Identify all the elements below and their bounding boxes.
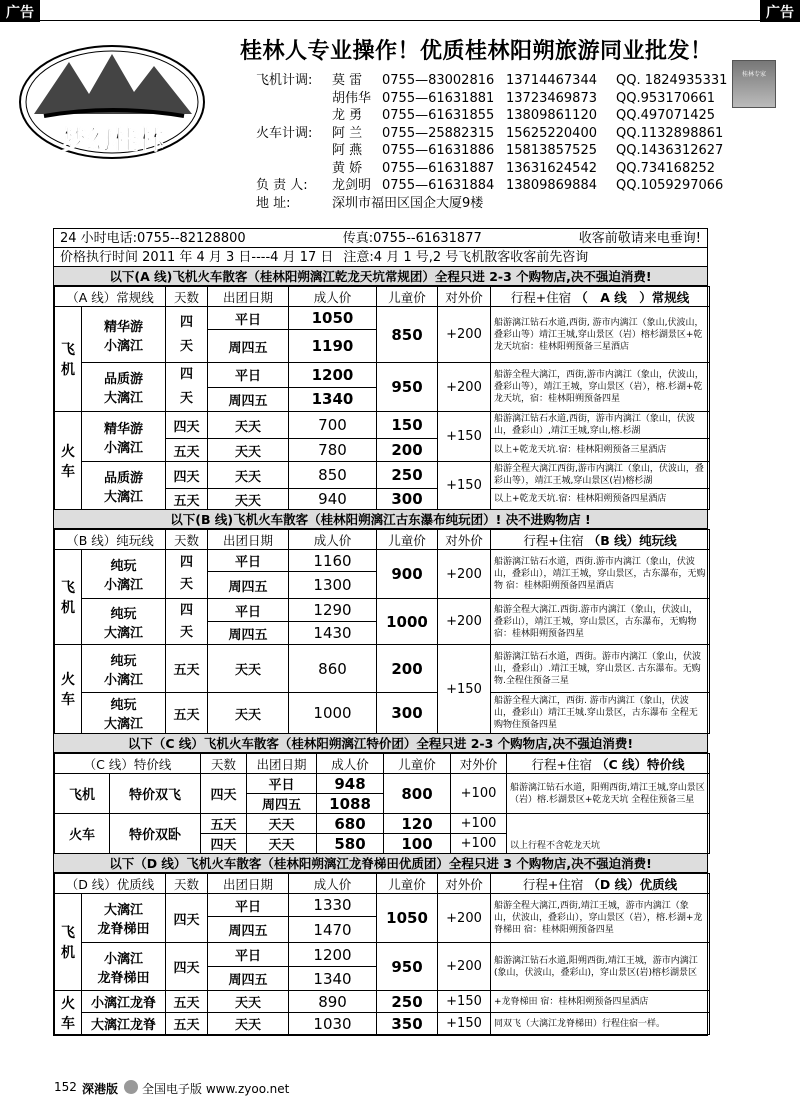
contact-tel: 0755—61631855 [382, 108, 495, 123]
contact-mobile: 15625220400 [506, 125, 597, 141]
itinerary: 同双飞（大漓江龙脊梯田）行程住宿一样。 [491, 1013, 710, 1035]
col-adult: 成人价 [317, 754, 384, 774]
days: 四天 [166, 894, 208, 943]
hotline-row [54, 229, 707, 248]
date: 周四五 [208, 917, 289, 943]
child-price: 850 [377, 307, 438, 363]
badge-text: 桂林专家 [741, 71, 766, 78]
child-price: 350 [377, 1013, 438, 1035]
contact-qq: QQ.953170661 [616, 90, 716, 106]
days: 五天 [166, 439, 208, 462]
col-days: 天数 [166, 874, 208, 894]
date: 平日 [208, 599, 289, 622]
contact-name: 阿 燕 [332, 143, 363, 158]
contact-row [256, 90, 756, 108]
date: 周四五 [208, 572, 289, 599]
col-ext: 对外价 [438, 287, 491, 307]
address-label: 地 址: [256, 195, 291, 211]
adult-price: 680 [317, 814, 384, 834]
date: 周四五 [208, 967, 289, 991]
col-adult: 成人价 [289, 287, 377, 307]
adult-price: 1340 [289, 967, 377, 991]
logo [14, 34, 214, 164]
itinerary: 船游漓江钻石水道,阳朔西街,靖江王城，游市内漓江(象山，伏波山，叠彩山)，穿山景区(岩)榕杉湖景区 [491, 943, 710, 991]
adult-price: 580 [317, 834, 384, 854]
contact-qq: QQ.1059297066 [616, 178, 724, 193]
contact-mobile: 15813857525 [506, 143, 597, 158]
itinerary: 船游漓江钻石水道，西街.游市内漓江（象山，伏波山，叠彩山），靖江王城，穿山景区，古东瀑布，无购物 宿：桂林阳朔预备四星酒店 [491, 550, 710, 599]
contact-qq: QQ.497071425 [616, 108, 716, 123]
adult-price: 1330 [289, 894, 377, 917]
child-price: 950 [377, 943, 438, 991]
contact-row [256, 107, 756, 125]
col-days: 天数 [166, 287, 208, 307]
section-c-banner: 以下（C 线）飞机火车散客（桂林阳朔漓江特价团）全程只进 2-3 个购物店,决不强迫消费! [54, 734, 707, 753]
adult-price: 850 [289, 462, 377, 489]
adult-price: 700 [289, 412, 377, 439]
adult-price: 1160 [289, 550, 377, 572]
col-child: 儿童价 [377, 530, 438, 550]
adult-price: 940 [289, 489, 377, 510]
child-price: 300 [377, 693, 438, 734]
adult-price: 890 [289, 991, 377, 1013]
date: 平日 [208, 550, 289, 572]
adult-price: 1200 [289, 363, 377, 388]
child-price: 900 [377, 550, 438, 599]
child-price: 100 [384, 834, 451, 854]
date: 平日 [247, 774, 317, 794]
date: 天天 [208, 462, 289, 489]
days: 五天 [166, 693, 208, 734]
price-table [53, 228, 708, 1036]
col-itin: 行程+住宿 （ A 线 ）常规线 [491, 287, 710, 307]
col-itin: 行程+住宿 （B 线）纯玩线 [491, 530, 710, 550]
adult-price: 1300 [289, 572, 377, 599]
mode-train: 火车 [55, 814, 110, 854]
ext-price: +150 [438, 645, 491, 734]
col-adult: 成人价 [289, 874, 377, 894]
itinerary: 船游全程大漓江，西街. 游市内漓江（象山，伏波山，叠彩山）靖江王城.穿山景区，古东瀑布 全程无购物住预备四星 [491, 693, 710, 734]
itinerary: 船游漓江钻石水道，阳朔西街,靖江王城,穿山景区（岩）榕.杉湖景区+乾龙天坑 全程住预备三星 [507, 774, 710, 814]
contact-qq: QQ.734168252 [616, 160, 716, 176]
days: 四 天 [166, 599, 208, 645]
date: 天天 [208, 645, 289, 693]
adult-price: 1050 [289, 307, 377, 330]
product-name: 品质游 大漓江 [82, 462, 166, 510]
col-days: 天数 [166, 530, 208, 550]
itinerary: 船游漓江钻石水道,西街, 游市内漓江（象山,伏波山，叠彩山等）靖江王城,穿山景区（岩）榕杉湖景区+乾龙天坑宿：桂林阳朔预备三星酒店 [491, 307, 710, 363]
adult-price: 1430 [289, 622, 377, 645]
mode-plane: 飞机 [55, 894, 82, 991]
date: 天天 [208, 489, 289, 510]
ext-price: +100 [451, 774, 507, 814]
ext-price: +200 [438, 943, 491, 991]
product-name: 纯玩 大漓江 [82, 693, 166, 734]
contact-name: 龙 勇 [332, 108, 363, 123]
contact-name: 黄 娇 [332, 160, 363, 176]
line-label: （D 线）优质线 [55, 874, 166, 894]
child-price: 800 [384, 774, 451, 814]
adult-price: 1290 [289, 599, 377, 622]
ext-price: +150 [438, 462, 491, 510]
adult-price: 1030 [289, 1013, 377, 1035]
line-label: （C 线）特价线 [55, 754, 201, 774]
contact-role: 火车计调: [256, 125, 313, 141]
product-name: 大漓江龙脊 [82, 1013, 166, 1035]
contact-row [256, 142, 756, 160]
contact-mobile: 13723469873 [506, 90, 597, 106]
col-child: 儿童价 [384, 754, 451, 774]
hotline-fax: 传真:0755--61631877 [342, 231, 482, 246]
contact-name: 胡伟华 [332, 90, 372, 106]
product-name: 精华游 小漓江 [82, 412, 166, 462]
days: 四 天 [166, 550, 208, 599]
date: 周四五 [247, 794, 317, 814]
days: 四天 [166, 412, 208, 439]
days: 五天 [166, 1013, 208, 1035]
product-name: 特价双卧 [110, 814, 201, 854]
col-ext: 对外价 [438, 530, 491, 550]
itinerary: 船游漓江钻石水道,西街，游市内漓江（象山，伏波山，叠彩山）,靖江王城,穿山,榕.杉湖 [491, 412, 710, 439]
itinerary: 船游全程大漓江,西街,靖江王城，游市内漓江（象山，伏波山，叠彩山），穿山景区（岩），榕.杉湖+龙脊梯田 宿：桂林阳朔预备四星 [491, 894, 710, 943]
child-price: 150 [377, 412, 438, 439]
contact-row [256, 125, 756, 143]
days: 四 天 [166, 363, 208, 412]
contact-mobile: 13714467344 [506, 73, 597, 88]
date: 平日 [208, 894, 289, 917]
ext-price: +100 [451, 814, 507, 834]
contact-row [256, 160, 756, 178]
contact-tel: 0755—61631887 [382, 160, 495, 176]
mode-train: 火车 [55, 412, 82, 510]
line-label: （B 线）纯玩线 [55, 530, 166, 550]
hotline-note: 收客前敬请来电垂询! [578, 231, 701, 246]
itinerary: 以上+乾龙天坑.宿：桂林阳朔预备三星酒店 [491, 439, 710, 462]
contact-qq: QQ.1436312627 [616, 143, 724, 158]
child-price: 200 [377, 645, 438, 693]
contact-name: 莫 雷 [332, 73, 363, 88]
contact-mobile: 13631624542 [506, 160, 597, 176]
date: 平日 [208, 307, 289, 330]
child-price: 1050 [377, 894, 438, 943]
product-name: 纯玩 大漓江 [82, 599, 166, 645]
headline: 桂林人专业操作！优质桂林阳朔旅游同业批发！ [240, 38, 713, 64]
contact-name: 龙剑明 [332, 178, 372, 193]
adult-price: 860 [289, 645, 377, 693]
ext-price: +150 [438, 412, 491, 462]
contact-tel: 0755—83002816 [382, 73, 495, 88]
col-dates: 出团日期 [208, 530, 289, 550]
product-name: 大漓江 龙脊梯田 [82, 894, 166, 943]
days: 五天 [201, 814, 247, 834]
product-name: 小漓江 龙脊梯田 [82, 943, 166, 991]
itinerary: 船游漓江钻石水道，西街。游市内漓江（象山，伏波山，叠彩山）.靖江王城，穿山景区. 古东瀑布。无购物.全程住预备三星 [491, 645, 710, 693]
date: 平日 [208, 943, 289, 967]
hotline-phone: 24 小时电话:0755--82128800 [60, 231, 246, 246]
contacts [256, 72, 756, 212]
child-price: 300 [377, 489, 438, 510]
contact-qq: QQ.1132898861 [616, 125, 724, 141]
adult-price: 1088 [317, 794, 384, 814]
line-label: （A 线）常规线 [55, 287, 166, 307]
contact-tel: 0755—61631881 [382, 90, 495, 106]
section-a-table [54, 286, 710, 510]
mode-train: 火车 [55, 645, 82, 734]
col-ext: 对外价 [451, 754, 507, 774]
adult-price: 1470 [289, 917, 377, 943]
adult-price: 1340 [289, 387, 377, 412]
date: 天天 [247, 814, 317, 834]
itinerary: +龙脊梯田 宿：桂林阳朔预备四星酒店 [491, 991, 710, 1013]
days: 五天 [166, 991, 208, 1013]
col-dates: 出团日期 [208, 874, 289, 894]
adult-price: 1000 [289, 693, 377, 734]
product-name: 品质游 大漓江 [82, 363, 166, 412]
col-itin: 行程+住宿 （C 线）特价线 [507, 754, 710, 774]
section-a-banner: 以下(A 线)飞机火车散客（桂林阳朔漓江乾龙天坑常规团）全程只进 2-3 个购物店,决不强迫消费! [54, 267, 707, 286]
edition-icon [124, 1080, 138, 1094]
section-c-table [54, 753, 710, 854]
date: 天天 [208, 991, 289, 1013]
ad-tag-right: 广告 [760, 0, 800, 22]
validity-row [54, 248, 707, 267]
product-name: 纯玩 小漓江 [82, 645, 166, 693]
date: 平日 [208, 363, 289, 388]
contact-mobile: 13809869884 [506, 178, 597, 193]
product-name: 精华游 小漓江 [82, 307, 166, 363]
child-price: 250 [377, 991, 438, 1013]
ext-price: +200 [438, 307, 491, 363]
contact-row [256, 72, 756, 90]
col-dates: 出团日期 [247, 754, 317, 774]
adult-price: 1200 [289, 943, 377, 967]
days: 四天 [201, 774, 247, 814]
logo-text: 梦幻桂林 [59, 126, 165, 156]
days: 四天 [166, 462, 208, 489]
col-dates: 出团日期 [208, 287, 289, 307]
contact-tel: 0755—61631884 [382, 178, 495, 193]
child-price: 250 [377, 462, 438, 489]
ext-price: +100 [451, 834, 507, 854]
address-value: 深圳市福田区国企大厦9楼 [332, 195, 484, 211]
edition-label: 深港版 [82, 1082, 119, 1096]
product-name: 纯玩 小漓江 [82, 550, 166, 599]
date: 天天 [208, 1013, 289, 1035]
contact-role: 飞机计调: [256, 73, 313, 88]
date: 天天 [208, 412, 289, 439]
col-days: 天数 [201, 754, 247, 774]
ext-price: +200 [438, 599, 491, 645]
section-b-table [54, 529, 710, 734]
itinerary: 船游全程大漓江.西街.游市内漓江（象山，伏波山，叠彩山），靖江王城，穿山景区，古东瀑布，无购物 宿：桂林阳朔预备四星 [491, 599, 710, 645]
contact-role: 负 责 人: [256, 178, 308, 193]
contact-qq: QQ. 1824935331 [616, 73, 728, 88]
child-price: 1000 [377, 599, 438, 645]
mode-plane: 飞机 [55, 307, 82, 412]
product-name: 小漓江龙脊 [82, 991, 166, 1013]
mode-plane: 飞机 [55, 550, 82, 645]
child-price: 950 [377, 363, 438, 412]
itinerary: 以上行程不含乾龙天坑 [507, 814, 710, 854]
ext-price: +200 [438, 363, 491, 412]
ad-tag-left: 广告 [0, 0, 40, 22]
section-d-banner: 以下（D 线）飞机火车散客（桂林阳朔漓江龙脊梯田优质团）全程只进 3 个购物店,决不强迫消费! [54, 854, 707, 873]
contact-row [256, 177, 756, 195]
ext-price: +200 [438, 550, 491, 599]
date: 周四五 [208, 387, 289, 412]
days: 四 天 [166, 307, 208, 363]
mode-train: 火车 [55, 991, 82, 1035]
adult-price: 780 [289, 439, 377, 462]
days: 五天 [166, 489, 208, 510]
col-adult: 成人价 [289, 530, 377, 550]
child-price: 200 [377, 439, 438, 462]
col-ext: 对外价 [438, 874, 491, 894]
section-d-table [54, 873, 710, 1035]
contact-tel: 0755—61631886 [382, 143, 495, 158]
validity-note: 注意:4 月 1 号,2 号飞机散客收客前先咨询 [343, 250, 589, 265]
itinerary: 以上+乾龙天坑.宿：桂林阳朔预备四星酒店 [491, 489, 710, 510]
adult-price: 1190 [289, 330, 377, 363]
product-name: 特价双飞 [110, 774, 201, 814]
contact-tel: 0755—25882315 [382, 125, 495, 141]
days: 五天 [166, 645, 208, 693]
itinerary: 船游全程大漓江，西街,游市内漓江（象山，伏波山，叠彩山等），靖江王城，穿山景区（岩），榕.杉湖+乾龙天坑，宿：桂林阳朔预备四星 [491, 363, 710, 412]
top-rule [0, 20, 800, 21]
adult-price: 948 [317, 774, 384, 794]
validity-period: 价格执行时间 2011 年 4 月 3 日----4 月 17 日 [60, 250, 334, 265]
col-itin: 行程+住宿 （D 线）优质线 [491, 874, 710, 894]
contact-name: 阿 兰 [332, 125, 363, 141]
date: 天天 [247, 834, 317, 854]
date: 周四五 [208, 622, 289, 645]
site-link[interactable]: 全国电子版 www.zyoo.net [142, 1082, 290, 1096]
address-row [256, 195, 756, 213]
col-child: 儿童价 [377, 287, 438, 307]
itinerary: 船游全程大漓江西街,游市内漓江（象山，伏波山，叠彩山等），靖江王城,穿山景区(岩)榕杉湖 [491, 462, 710, 489]
ext-price: +200 [438, 894, 491, 943]
days: 四天 [166, 943, 208, 991]
days: 四天 [201, 834, 247, 854]
date: 天天 [208, 439, 289, 462]
col-child: 儿童价 [377, 874, 438, 894]
page-number: 152 [54, 1080, 77, 1094]
ext-price: +150 [438, 991, 491, 1013]
section-b-banner: 以下(B 线)飞机火车散客（桂林阳朔漓江古东瀑布纯玩团）! 决不进购物店 ! [54, 510, 707, 529]
date: 天天 [208, 693, 289, 734]
mode-plane: 飞机 [55, 774, 110, 814]
contact-mobile: 13809861120 [506, 108, 597, 123]
child-price: 120 [384, 814, 451, 834]
date: 周四五 [208, 330, 289, 363]
ext-price: +150 [438, 1013, 491, 1035]
